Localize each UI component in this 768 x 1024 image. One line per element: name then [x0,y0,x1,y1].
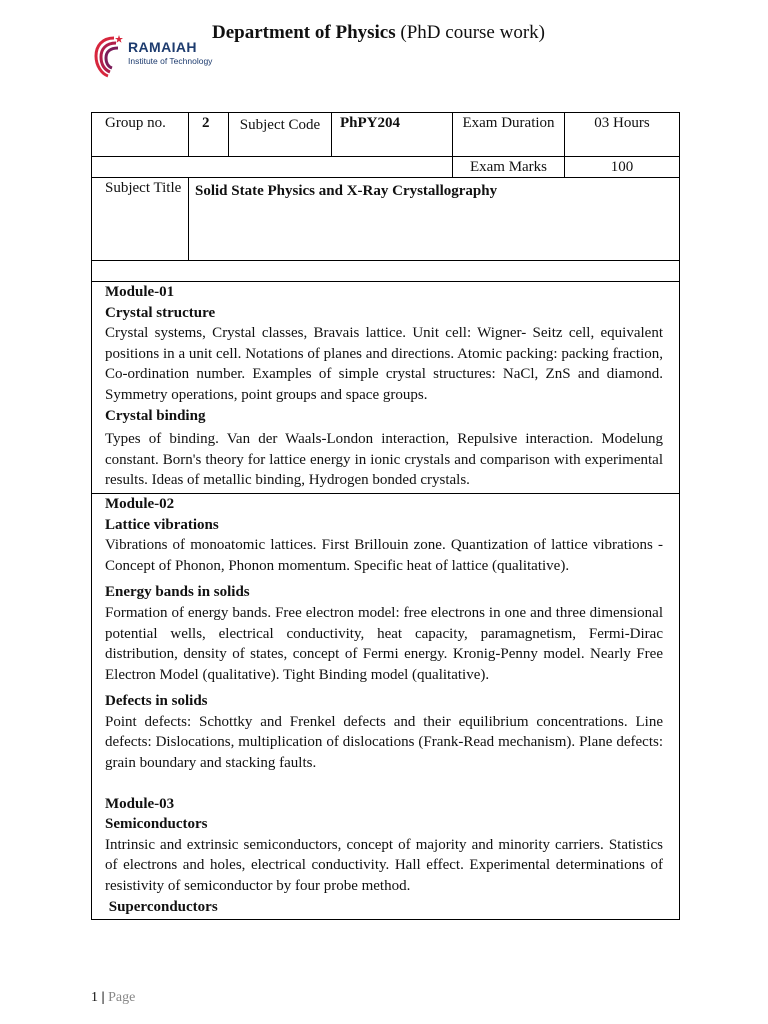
module-01 [92,282,680,494]
department-title: Department of Physics [212,22,396,43]
group-value: 2 [189,113,229,157]
logo-name: RAMAIAH [128,39,197,55]
defects-heading: Defects in solids [105,693,208,710]
crystal-structure-text: Crystal systems, Crystal classes, Bravais lattice. Unit cell: Wigner- Seitz cell, equivalent positions in a unit cell. Notations of planes and directions. Atomic packing: packing fraction, Co-ordination number. Examples of simple crystal structures: NaCl, ZnS and diamond. Symmetry operations, point groups and space groups. [105,325,663,403]
exam-duration-value: 03 Hours [565,113,680,157]
defects-text: Point defects: Schottky and Frenkel defects and their equilibrium concentrations. Line defects: Dislocations, multiplication of dislocations (Frank-Read mechanism). Plane defects: grain boundary and stacking faults. [105,713,663,772]
semiconductors-heading: Semiconductors [105,816,208,833]
module-01-title: Module-01 [105,284,175,300]
lattice-vibrations-text: Vibrations of monoatomic lattices. First Brillouin zone. Quantization of lattice vibrations - Concept of Phonon, Phonon momentum. Specific heat of lattice (qualitative). [105,537,663,574]
empty-cell [92,157,453,178]
exam-duration-label: Exam Duration [453,113,565,157]
energy-bands-text: Formation of energy bands. Free electron model: free electrons in one and three dimensional potential wells, electrical conductivity, heat capacity, paramagnetism, Fermi-Dirac distribution, density of states, concept of Fermi energy. Kronig-Penny model. Nearly Free Electron Model (qualitative). Tight Binding model (qualitative). [105,604,663,683]
crystal-binding-text: Types of binding. Van der Waals-London interaction, Repulsive interaction. Modelung constant. Born's theory for lattice energy in ionic crystals and comparison with experimental results. Ideas of metallic binding, Hydrogen bonded crystals. [105,431,663,489]
crystal-binding-heading: Crystal binding [105,407,206,424]
logo-subtitle: Institute of Technology [128,56,213,66]
exam-marks-value: 100 [565,157,680,178]
info-row-1 [92,113,680,157]
spacer-row [92,261,680,282]
module-01-row [92,282,680,494]
course-type: (PhD course work) [395,22,545,43]
page-number: 1 [91,990,98,1005]
crystal-structure-heading: Crystal structure [105,304,216,321]
semiconductors-text: Intrinsic and extrinsic semiconductors, concept of majority and minority carriers. Statistics of electrons and holes, electrical conductivity. Hall effect. Experimental determinations of resistivity of semiconductor by four probe method. [105,836,663,895]
logo-emblem-icon [92,32,124,78]
module-02-title: Module-02 [105,495,175,512]
footer-separator: | [98,990,109,1005]
subject-title-value: Solid State Physics and X-Ray Crystallography [189,178,680,261]
syllabus-table [91,112,680,920]
module-02-03-row [92,493,680,919]
energy-bands-heading: Energy bands in solids [105,584,250,601]
lattice-vibrations-heading: Lattice vibrations [105,516,219,533]
subject-title-row [92,178,680,261]
page-label: Page [108,990,136,1005]
module-03-title: Module-03 [105,795,175,812]
exam-marks-label: Exam Marks [453,157,565,178]
page-footer [91,990,135,1006]
module-02-03 [92,493,680,919]
subject-code-label: Subject Code [229,113,332,157]
institute-logo [92,32,232,78]
subject-title-label: Subject Title [92,178,189,261]
group-label: Group no. [92,113,189,157]
superconductors-heading: Superconductors [105,898,218,915]
info-row-2 [92,157,680,178]
subject-code-value: PhPY204 [332,113,453,157]
page-header [212,22,545,44]
